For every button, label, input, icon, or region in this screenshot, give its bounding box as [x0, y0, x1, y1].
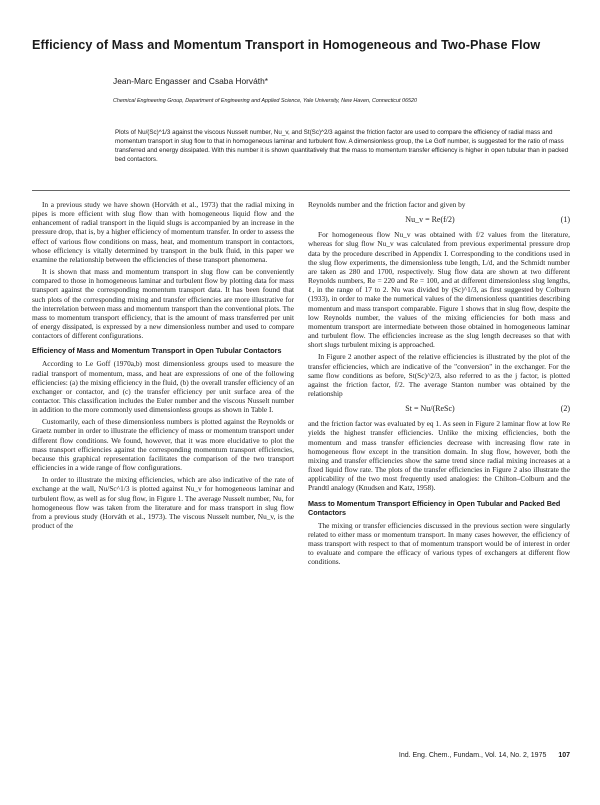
body-paragraph: and the friction factor was evaluated by eq 1. As seen in Figure 2 laminar flow at low Re yields the highest transfer efficiencies. Unlike the mixing efficiencies, both the momentum and mass transfer efficiencies decrease with increasing flow rate in homogeneous flow except in the transition domain. In slug flow, however, both the mixing and transfer efficiencies show the same trend since radial mixing increases at a fixed liquid flow rate. The plots of the transfer efficiencies in Figure 2 also illustrate the applicability of the two most frequently used analogies: the Chilton–Colburn and the Prandtl analogy (Knudsen and Katz, 1958).	[308, 419, 570, 493]
body-paragraph: For homogeneous flow Nu_v was obtained with f/2 values from the literature, whereas for slug flow Nu_v was calculated from previous experimental pressure drop data by the procedure described in Appendix I. Corresponding to the conditions used in the slug flow experiments, the dimensionless tube length, L/d, and the Schmidt number are taken as 280 and 1700, respectively. Slug flow data are shown at two different Reynolds numbers, Re = 220 and Re = 100, and at different dimensionless slug lengths, ℓ, in the range of 17 to 2. Nu was divided by (Sc)^1/3, as first suggested by Colburn (1933), in order to make the numerical values of the dimensionless quantities describing momentum and mass transport comparable. Figure 1 shows that in slug flow, despite the low Reynolds number, the values of the mixing efficiencies for both mass and momentum transport are intermediate between those obtained in homogeneous laminar and turbulent flow. The efficiencies increase as the slug length decreases so that with short slugs turbulent mixing is approached.	[308, 230, 570, 350]
journal-citation: Ind. Eng. Chem., Fundam., Vol. 14, No. 2, 1975	[398, 752, 547, 759]
left-column	[32, 200, 294, 530]
body-paragraph: In a previous study we have shown (Horváth et al., 1973) that the radial mixing in pipes is more efficient with slug flow than with homogeneous liquid flow and the enhancement of radial transport in the liquid slugs is accompanied by an increase in the pressure drop, that is, by a higher efficiency of momentum transfer. In order to assess the effect of various flow conditions on mass, heat, and momentum transport in contactors, whose efficiency is vitally determined by transport in the bulk fluid, in this paper we examine the relationship between the efficiencies of these transport phenomena.	[32, 200, 294, 264]
body-paragraph: Reynolds number and the friction factor and given by	[308, 200, 466, 209]
equation-body: St = Nu/(ReSc)	[405, 404, 455, 414]
body-paragraph: According to Le Goff (1970a,b) most dimensionless groups used to measure the radial transport of momentum, mass, and heat are expressions of one of the following efficiencies: (a) the mixing efficiency in the fluid, (b) the overall transfer efficiency of an exchanger or contactor, and (c) the transfer efficiency per unit surface area of the contactor. This classification includes the Euler number and the viscous Nusselt number in addition to the more commonly used dimensionless groups as shown in Table I.	[32, 359, 294, 415]
body-paragraph: In Figure 2 another aspect of the relative efficiencies is illustrated by the plot of the transfer efficiencies, which are indicative of the "conversion" in the exchanger. For the same flow conditions as before, St(Sc)^2/3, also referred to as the j factor, is plotted against the friction factor, f/2. The average Stanton number was obtained by the relationship	[308, 352, 570, 398]
page-footer	[399, 752, 570, 759]
equation-number: (2)	[560, 404, 570, 414]
body-paragraph: In order to illustrate the mixing efficiencies, which are also indicative of the rate of exchange at the wall, Nu/Sc^1/3 is plotted against Nu_v for homogeneous laminar and turbulent flow, as well as for slug flow, in Figure 1. The average Nusselt number, Nu, for homogeneous flow was taken from the literature and for mass transport in slug flow from a previous study (Horváth et al., 1973). The viscous Nusselt number, Nu_v, is the product of the	[32, 475, 294, 530]
author-affiliation: Chemical Engineering Group, Department of Engineering and Applied Science, Yale University, New Haven, Connecticut 06520	[113, 98, 417, 104]
equation-2	[308, 404, 570, 413]
right-column	[308, 200, 570, 566]
abstract-divider	[32, 190, 570, 191]
equation-1	[308, 215, 570, 224]
abstract: Plots of Nu/(Sc)^1/3 against the viscous Nusselt number, Nu_v, and St(Sc)^2/3 against the friction factor are used to compare the efficiency of radial mass and momentum transport in slug flow to that in homogeneous laminar and turbulent flow. A dimensionless group, the Le Goff number, is suggested for the ratio of mass transferred and energy dissipated. With this number it is shown quantitatively that the mass to momentum transfer efficiency is higher in open tubular than in packed bed contactors.	[115, 129, 569, 164]
section-heading: Mass to Momentum Transport Efficiency in Open Tubular and Packed Bed Contactors	[308, 498, 561, 517]
body-paragraph: Customarily, each of these dimensionless numbers is plotted against the Reynolds or Graetz number in order to illustrate the efficiency of mass or momentum transport under different flow conditions. We found, however, that it was more elucidative to plot the mass transport efficiencies against the corresponding momentum transport efficiencies, because this graphical representation facilitates the comparison of the two transport efficiencies in a wide range of flow configurations.	[32, 417, 294, 473]
section-heading: Efficiency of Mass and Momentum Transport in Open Tubular Contactors	[32, 346, 282, 356]
equation-body: Nu_v = Re(f/2)	[405, 215, 455, 225]
body-paragraph: The mixing or transfer efficiencies discussed in the previous section were singularly related to either mass or momentum transport. In many cases however, the efficiency of mass transport with respect to that of momentum transport would be of interest in order to evaluate and compare the efficacy of various types of exchangers at different flow conditions.	[308, 520, 570, 567]
equation-number: (1)	[560, 215, 570, 225]
paper-title: Efficiency of Mass and Momentum Transport in Homogeneous and Two-Phase Flow	[32, 38, 541, 52]
paper-authors: Jean-Marc Engasser and Csaba Horváth*	[113, 76, 269, 86]
page-number: 107	[558, 752, 570, 759]
body-paragraph: It is shown that mass and momentum transport in slug flow can be conveniently compared to those in homogeneous laminar and turbulent flow by plotting data for mass transport against the corresponding momentum transport data. It has been found that such plots of the corresponding mixing and transfer efficiencies are more illustrative for the interrelation between mass and momentum transport than the conventional plots. The mass to momentum transport efficiency, that is the amount of mass transferred per unit of energy dissipated, is expressed by a new dimensionless number and used to compare contactors of different configurations.	[32, 267, 294, 341]
